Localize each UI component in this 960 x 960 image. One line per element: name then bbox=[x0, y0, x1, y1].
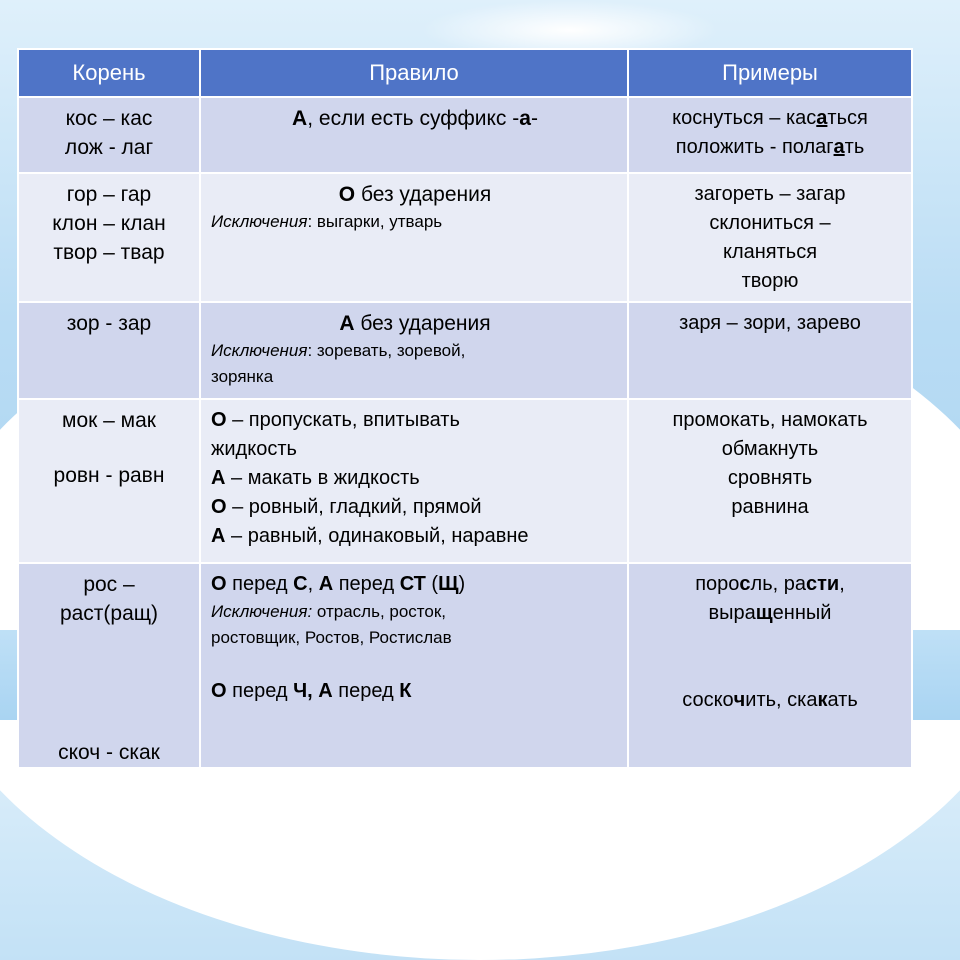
exceptions-label: Исключения bbox=[211, 341, 308, 360]
table-row bbox=[18, 563, 912, 768]
header-examples: Примеры bbox=[628, 49, 912, 97]
root-text: твор – твар bbox=[53, 241, 165, 264]
exceptions-label: Исключения bbox=[211, 212, 308, 231]
root-cell bbox=[18, 563, 200, 768]
example-text: положить - полагать bbox=[675, 136, 865, 158]
example-text: склониться – bbox=[709, 212, 831, 234]
root-text: клон – клан bbox=[52, 212, 166, 235]
examples-cell bbox=[628, 97, 912, 173]
examples-cell bbox=[628, 302, 912, 399]
example-text: кланяться bbox=[722, 241, 818, 263]
header-row bbox=[18, 49, 912, 97]
root-text: зор - зар bbox=[66, 312, 152, 335]
table-row bbox=[18, 97, 912, 173]
example-text: сровнять bbox=[727, 467, 813, 489]
rule-text: без ударения bbox=[354, 312, 491, 335]
header-rule: Правило bbox=[200, 49, 628, 97]
root-text: раст(ращ) bbox=[59, 602, 159, 625]
root-text: кос – кас bbox=[65, 107, 153, 130]
example-text: загореть – загар bbox=[694, 183, 846, 205]
example-text: промокать, намокать bbox=[672, 409, 868, 431]
rule-letter: О bbox=[338, 183, 356, 206]
rule-cell: О – пропускать, впитывать жидкость А – макать в жидкость О – ровный, гладкий, прямой А – равный, одинаковый, наравне bbox=[200, 399, 628, 563]
exceptions-text: Исключения: отрасль, росток, bbox=[211, 602, 447, 621]
example-text: обмакнуть bbox=[721, 438, 819, 460]
rule-letter: А bbox=[292, 107, 308, 130]
root-text: рос – bbox=[83, 573, 135, 596]
rule-cell bbox=[200, 173, 628, 302]
rule-letter: А bbox=[339, 312, 355, 335]
marked-letter: а bbox=[833, 136, 845, 158]
root-text: скоч - скак bbox=[58, 741, 160, 764]
exceptions-text: Исключения: выгарки, утварь bbox=[211, 212, 443, 231]
example-text: выращенный bbox=[708, 602, 832, 624]
marked-letter: а bbox=[816, 107, 828, 129]
examples-cell bbox=[628, 563, 912, 768]
exceptions-text: Исключения: зоревать, зоревой, bbox=[211, 341, 466, 360]
rule-text: без ударения bbox=[355, 183, 492, 206]
root-text: лож - лаг bbox=[64, 136, 154, 159]
root-text: гор – гар bbox=[66, 183, 152, 206]
rule-text: , если есть суффикс - bbox=[307, 107, 520, 130]
examples-cell bbox=[628, 399, 912, 563]
example-text: равнина bbox=[731, 496, 809, 518]
example-text: коснуться – касаться bbox=[672, 107, 868, 129]
root-text: ровн - равн bbox=[53, 464, 165, 487]
header-root: Корень bbox=[18, 49, 200, 97]
rule-tail: - bbox=[530, 107, 538, 130]
examples-cell bbox=[628, 173, 912, 302]
exceptions-label: Исключения: bbox=[211, 602, 313, 621]
exceptions-text: зорянка bbox=[211, 367, 274, 386]
table-row bbox=[18, 173, 912, 302]
table-row bbox=[18, 399, 912, 563]
spelling-rules-table bbox=[17, 48, 913, 769]
rule-suffix: а bbox=[519, 107, 531, 130]
example-text: заря – зори, зарево bbox=[679, 312, 861, 334]
root-text: мок – мак bbox=[62, 409, 156, 432]
rule-cell: О перед С, А перед СТ (Щ) Исключения: отрасль, росток, ростовщик, Ростов, Ростислав О перед Ч, А перед К bbox=[200, 563, 628, 768]
root-cell bbox=[18, 399, 200, 563]
exceptions-text: ростовщик, Ростов, Ростислав bbox=[211, 628, 452, 647]
root-cell bbox=[18, 173, 200, 302]
example-text: соскочить, скакать bbox=[682, 689, 858, 711]
root-cell bbox=[18, 97, 200, 173]
example-text: творю bbox=[741, 270, 799, 292]
rule-cell bbox=[200, 302, 628, 399]
example-text: поросль, расти, bbox=[695, 573, 845, 595]
table-row bbox=[18, 302, 912, 399]
rule-cell bbox=[200, 97, 628, 173]
root-cell bbox=[18, 302, 200, 399]
